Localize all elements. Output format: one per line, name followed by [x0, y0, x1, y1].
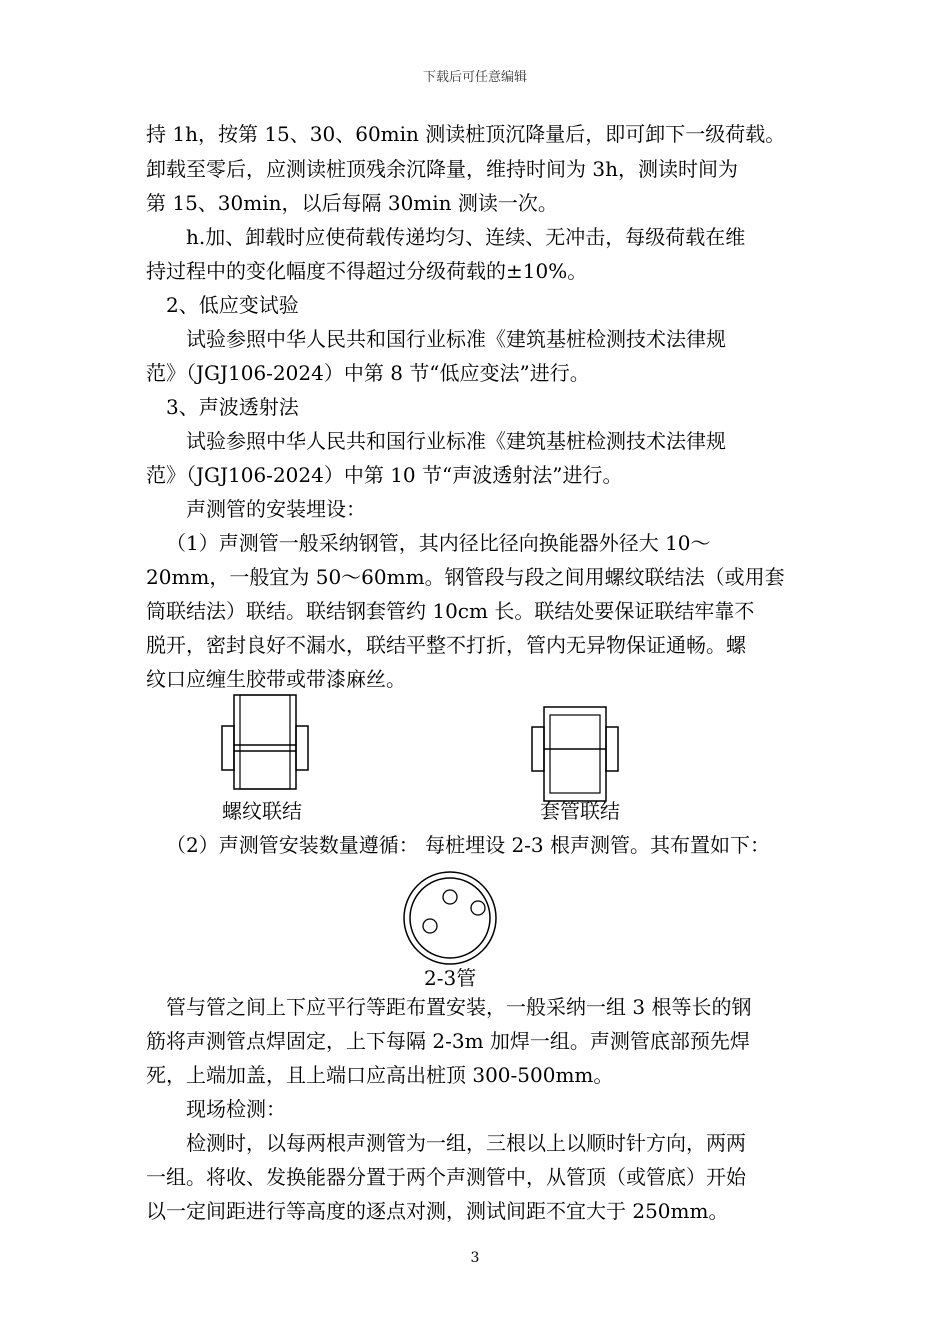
text-line: 范》（JGJ106-2024）中第 8 节“低应变法”进行。	[146, 361, 590, 385]
text-line: 声测管的安装埋设：	[186, 497, 366, 521]
text-line: 管与管之间上下应平行等距布置安装，一般采纳一组 3 根等长的钢	[166, 995, 752, 1019]
page-header: 下载后可任意编辑	[422, 70, 527, 85]
thread-connection-diagram	[220, 693, 310, 793]
text-line: 现场检测：	[186, 1097, 286, 1121]
tube-layout-diagram	[400, 868, 500, 968]
text-line: 一组。将收、发换能器分置于两个声测管中，从管顶（或管底）开始	[146, 1165, 746, 1189]
tubes-caption: 2-3管	[424, 966, 477, 990]
text-line: 卸载至零后，应测读桩顶残余沉降量，维持时间为 3h，测读时间为	[146, 157, 738, 181]
thread-caption: 螺纹联结	[222, 799, 302, 823]
text-line: h.加、卸载时应使荷载传递均匀、连续、无冲击，每级荷载在维	[186, 225, 746, 249]
text-line: 死，上端加盖，且上端口应高出桩顶 300-500mm。	[146, 1063, 614, 1087]
text-line: 筋将声测管点焊固定，上下每隔 2-3m 加焊一组。声测管底部预先焊	[146, 1029, 750, 1053]
text-line: 纹口应缠生胶带或带漆麻丝。	[146, 667, 406, 691]
text-line: 试验参照中华人民共和国行业标准《建筑基桩检测技术法律规	[186, 327, 726, 351]
text-line: （2）声测管安装数量遵循： 每桩埋设 2-3 根声测管。其布置如下：	[166, 833, 771, 857]
section-heading: 3、声波透射法	[166, 395, 299, 419]
text-line: 检测时，以每两根声测管为一组，三根以上以顺时针方向，两两	[186, 1131, 746, 1155]
text-line: （1）声测管一般采纳钢管，其内径比径向换能器外径大 10～	[166, 531, 711, 555]
section-heading: 2、低应变试验	[166, 293, 299, 317]
text-line: 试验参照中华人民共和国行业标准《建筑基桩检测技术法律规	[186, 429, 726, 453]
text-line: 第 15、30min，以后每隔 30min 测读一次。	[146, 191, 558, 215]
text-line: 持 1h，按第 15、30、60min 测读桩顶沉降量后，即可卸下一级荷载。	[146, 122, 786, 146]
text-line: 范》（JGJ106-2024）中第 10 节“声波透射法”进行。	[146, 463, 623, 487]
text-line: 脱开，密封良好不漏水，联结平整不打折，管内无异物保证通畅。螺	[146, 633, 746, 657]
text-line: 筒联结法）联结。联结钢套管约 10cm 长。联结处要保证联结牢靠不	[146, 599, 755, 623]
text-line: 以一定间距进行等高度的逐点对测，测试间距不宜大于 250mm。	[146, 1199, 729, 1223]
sleeve-connection-diagram	[530, 705, 620, 805]
sleeve-caption: 套管联结	[540, 799, 620, 823]
text-line: 持过程中的变化幅度不得超过分级荷载的±10%。	[146, 259, 588, 283]
text-line: 20mm，一般宜为 50～60mm。钢管段与段之间用螺纹联结法（或用套	[146, 565, 785, 589]
page-number: 3	[470, 1250, 480, 1266]
